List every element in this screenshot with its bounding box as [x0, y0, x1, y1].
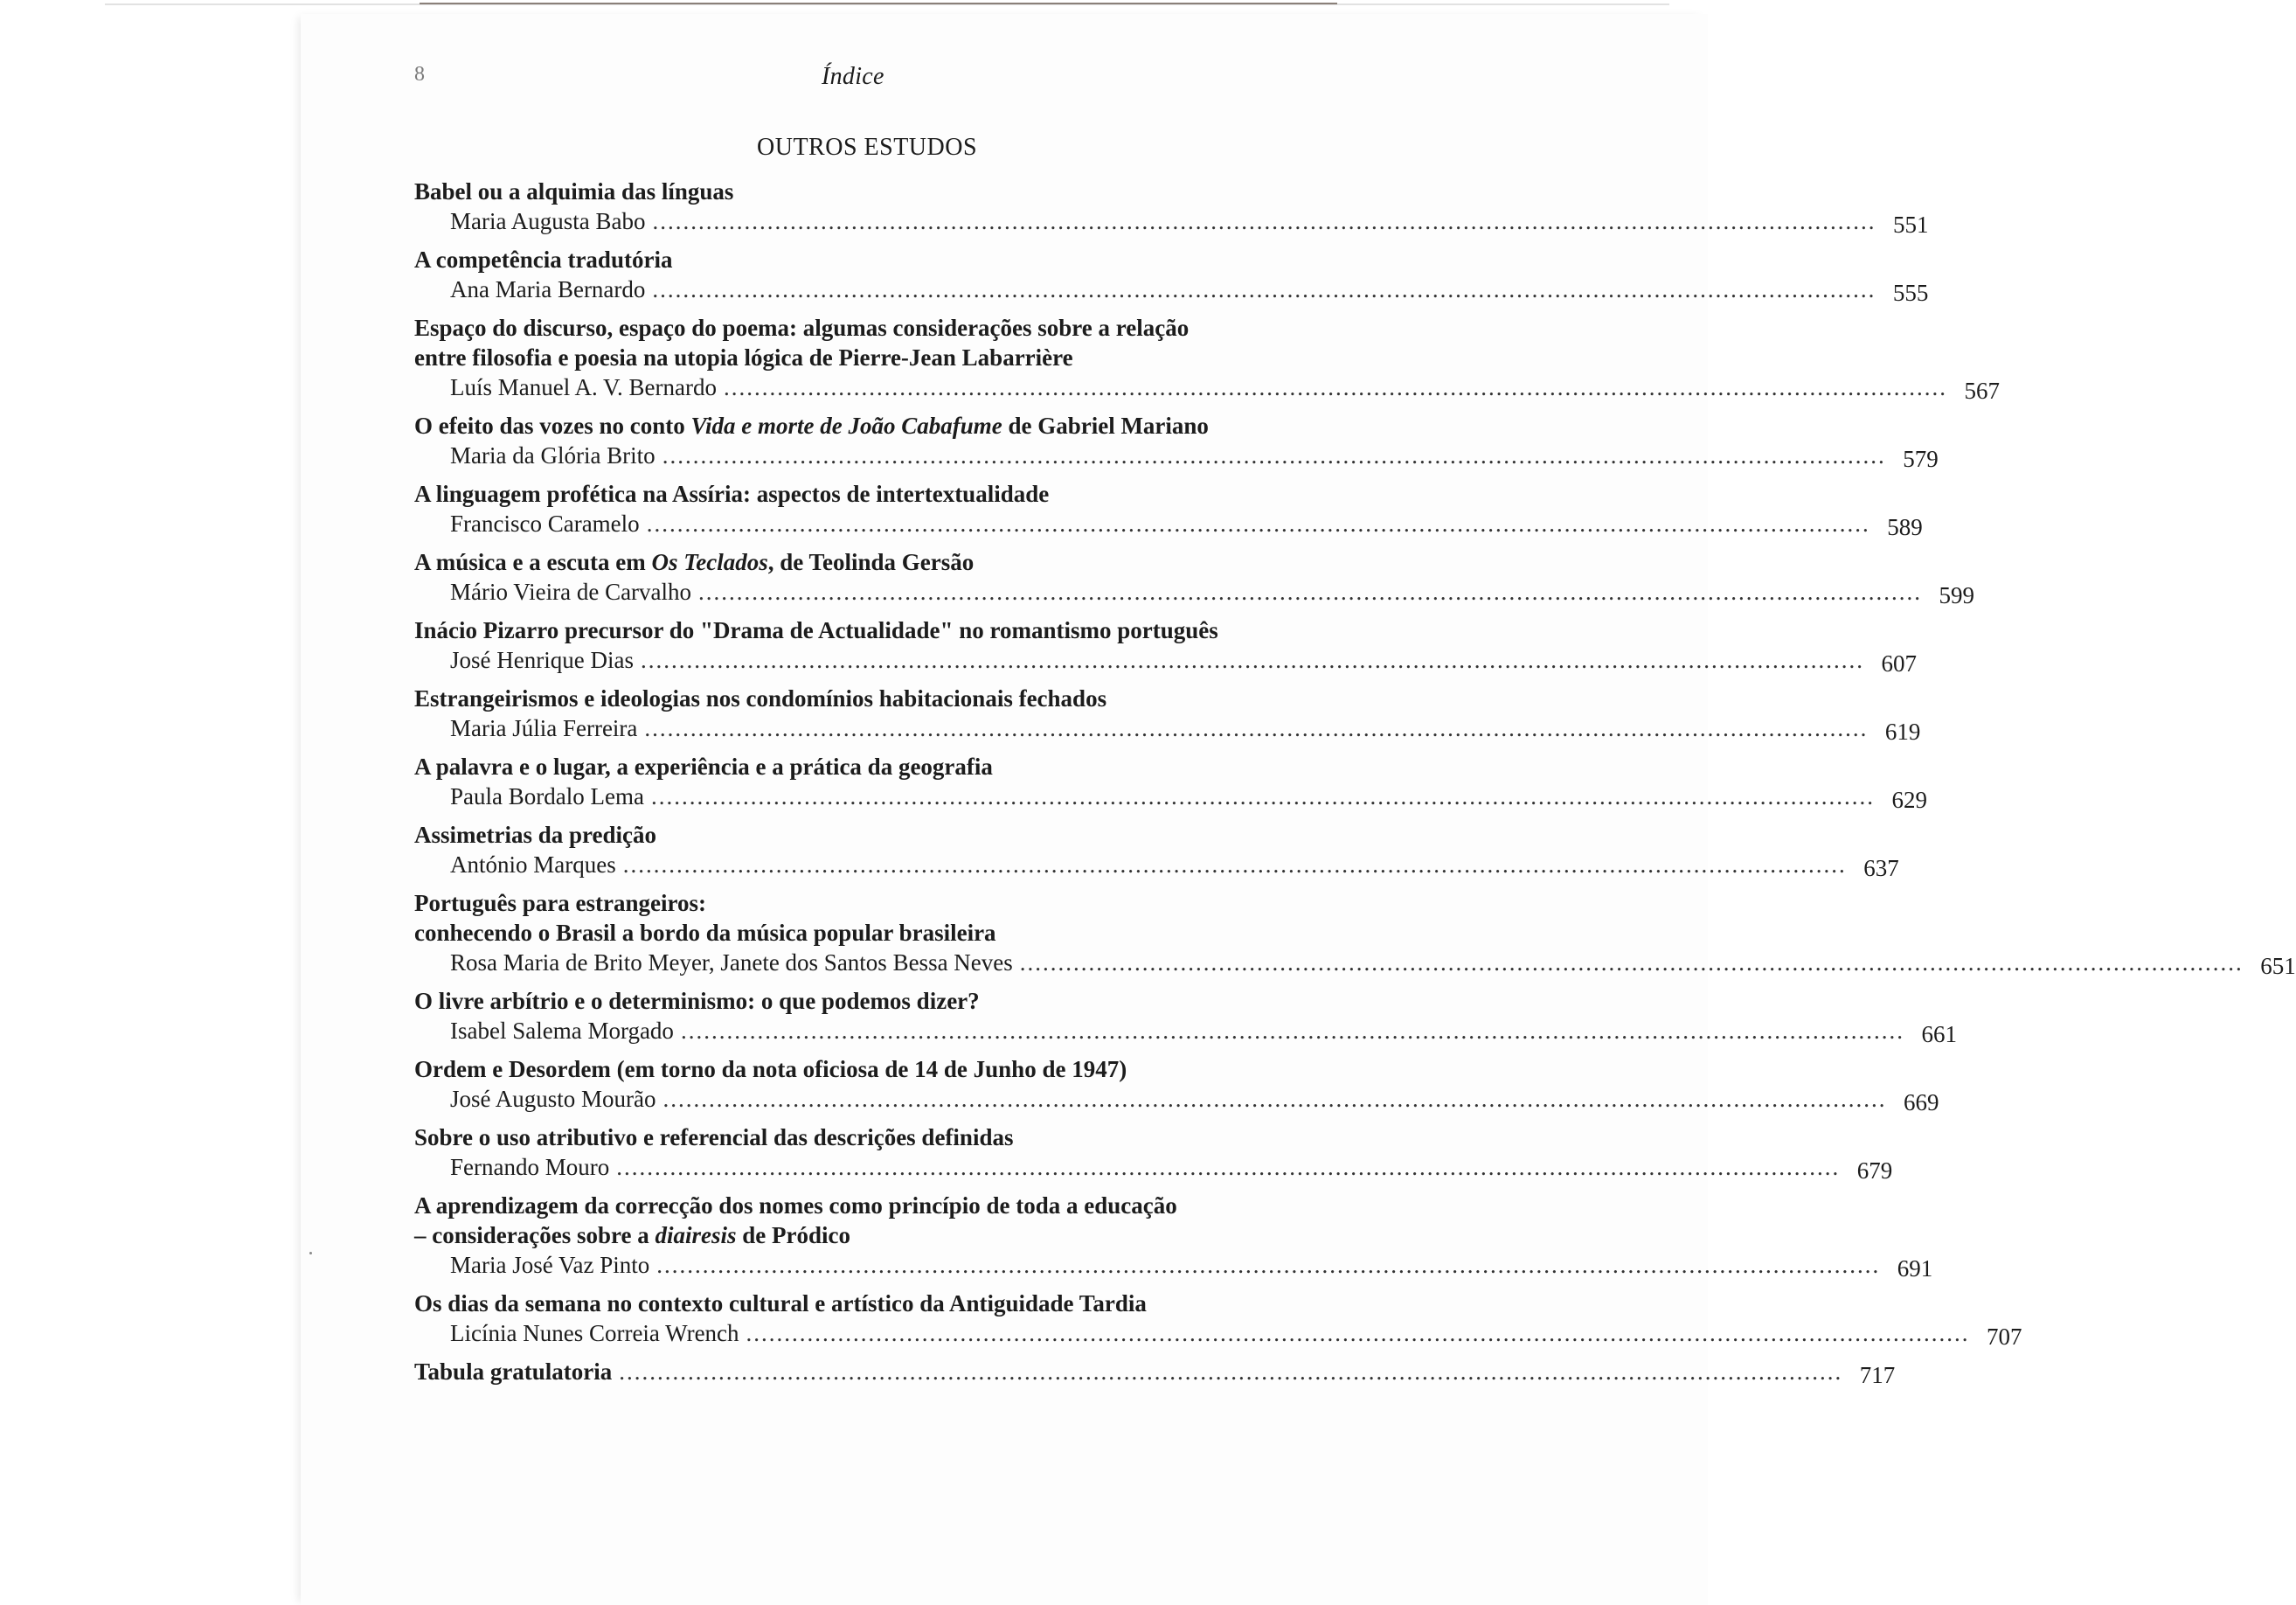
page-ref: 589: [1887, 514, 1923, 540]
entry-author: Licínia Nunes Correia Wrench: [450, 1320, 739, 1346]
dot-leader: ................................................................................................................................................................: [622, 851, 1847, 878]
author-line: [414, 713, 1921, 745]
page-ref: 679: [1856, 1157, 1893, 1184]
entry-author: Rosa Maria de Brito Meyer, Janete dos Santos Bessa Neves: [450, 949, 1013, 976]
toc-entry: [414, 177, 1929, 238]
entry-title: A aprendizagem da correcção dos nomes como princípio de toda a educação: [414, 1192, 1177, 1219]
author-line: [414, 274, 1929, 306]
entry-title: Assimetrias da predição: [414, 822, 656, 848]
entry-author: Francisco Caramelo: [450, 511, 640, 537]
page-ref: 707: [1987, 1324, 2022, 1350]
entry-author: Fernando Mouro: [450, 1154, 610, 1180]
author-line: [414, 645, 1917, 677]
toc-entry: [414, 820, 1899, 881]
toc-entry-final: [414, 1357, 1896, 1388]
dot-leader: ................................................................................................................................................................: [646, 511, 1870, 537]
toc-entry: [414, 888, 2296, 979]
entry-author: Isabel Salema Morgado: [450, 1018, 674, 1044]
author-line: [414, 1016, 1957, 1047]
entry-author: Maria da Glória Brito: [450, 442, 656, 469]
entry-title: [414, 547, 1332, 577]
author-line: [414, 577, 1975, 608]
title-text: , de Teolinda Gersão: [767, 549, 975, 575]
dot-leader: ................................................................................................................................................................: [640, 647, 1864, 673]
entry-author: António Marques: [450, 851, 616, 878]
dot-leader: ................................................................................................................................................................: [1019, 949, 2244, 976]
page-ref: 629: [1891, 787, 1927, 813]
page-ref: 651: [2260, 953, 2296, 979]
page-ref: 551: [1892, 212, 1929, 238]
page-ref: 567: [1964, 378, 2000, 404]
page-ref: 579: [1903, 446, 1939, 472]
entry-author: Maria Júlia Ferreira: [450, 715, 638, 741]
author-line: [414, 1084, 1939, 1115]
toc-entry: [414, 752, 1927, 813]
author-line: [414, 441, 1939, 472]
toc-entry: [414, 615, 1917, 677]
dot-leader: ................................................................................................................................................................: [616, 1154, 1841, 1180]
entry-title: A competência tradutória: [414, 247, 673, 273]
author-line: [414, 850, 1899, 881]
dot-leader: ................................................................................................................................................................: [723, 374, 1947, 400]
dot-leader: ................................................................................................................................................................: [650, 783, 1875, 809]
entry-title: A linguagem profética na Assíria: aspectos de intertextualidade: [414, 481, 1050, 507]
section-title: OUTROS ESTUDOS: [757, 134, 978, 161]
toc-entry: [414, 684, 1921, 745]
toc-entry: [414, 1054, 1939, 1115]
dot-leader: ................................................................................................................................................................: [662, 1086, 1887, 1112]
entry-title: Espaço do discurso, espaço do poema: algumas considerações sobre a relação: [414, 315, 1190, 341]
toc-entry: [414, 986, 1957, 1047]
author-line: [414, 782, 1927, 813]
entry-title-continued: entre filosofia e poesia na utopia lógica de Pierre-Jean Labarrière: [414, 344, 1073, 371]
entry-title: A palavra e o lugar, a experiência e a prática da geografia: [414, 754, 993, 780]
entry-title: Inácio Pizarro precursor do "Drama de Actualidade" no romantismo português: [414, 617, 1218, 643]
dot-leader: ................................................................................................................................................................: [662, 442, 1886, 469]
toc-entry: [414, 547, 1975, 608]
dot-leader: ................................................................................................................................................................: [698, 579, 1923, 605]
author-line: [414, 1318, 2022, 1350]
toc-entry: [414, 1122, 1893, 1184]
entry-title: Tabula gratulatoria: [414, 1358, 613, 1385]
title-text: de Pródico: [736, 1222, 850, 1248]
entry-author: Ana Maria Bernardo: [450, 276, 646, 302]
entry-title-continued: conhecendo o Brasil a bordo da música popular brasileira: [414, 920, 996, 946]
dot-leader: ................................................................................................................................................................: [652, 208, 1876, 234]
entry-author: Mário Vieira de Carvalho: [450, 579, 692, 605]
toc-entry: [414, 245, 1929, 306]
title-text: – considerações sobre a: [414, 1222, 656, 1248]
title-text: de Gabriel Mariano: [1002, 413, 1209, 439]
entry-title-continued: [414, 1220, 1332, 1250]
entry-title: Babel ou a alquimia das línguas: [414, 178, 734, 205]
running-title: Índice: [822, 63, 884, 90]
title-italic: diairesis: [655, 1222, 737, 1248]
entry-title: Português para estrangeiros:: [414, 890, 706, 916]
author-line: [414, 1152, 1893, 1184]
author-line: [414, 372, 2000, 404]
page-number: 8: [414, 63, 425, 86]
entry-author: Luís Manuel A. V. Bernardo: [450, 374, 717, 400]
dot-leader: ................................................................................................................................................................: [680, 1018, 1904, 1044]
entry-author: José Augusto Mourão: [450, 1086, 656, 1112]
author-line: [414, 1250, 1933, 1282]
dot-leader: ................................................................................................................................................................: [656, 1252, 1881, 1278]
page-ref: 555: [1892, 280, 1929, 306]
dot-leader: ................................................................................................................................................................: [746, 1320, 1970, 1346]
table-of-contents: [414, 177, 2296, 1395]
author-line: [414, 206, 1929, 238]
entry-title: O livre arbítrio e o determinismo: o que podemos dizer?: [414, 988, 980, 1014]
entry-title: Estrangeirismos e ideologias nos condomínios habitacionais fechados: [414, 685, 1107, 712]
page-ref: 661: [1921, 1021, 1957, 1047]
entry-title: [414, 411, 1332, 441]
entry-title: Os dias da semana no contexto cultural e artístico da Antiguidade Tardia: [414, 1290, 1147, 1317]
final-entry-line: [414, 1357, 1896, 1388]
entry-author: Paula Bordalo Lema: [450, 783, 644, 809]
dot-leader: ................................................................................................................................................................: [619, 1358, 1843, 1385]
page-ref: 599: [1939, 582, 1975, 608]
toc-entry: [414, 1191, 1933, 1282]
dot-leader: ................................................................................................................................................................: [652, 276, 1876, 302]
page-ref: 691: [1897, 1255, 1933, 1282]
title-italic: Os Teclados: [651, 549, 768, 575]
entry-title: Ordem e Desordem (em torno da nota oficiosa de 14 de Junho de 1947): [414, 1056, 1127, 1082]
toc-entry: [414, 313, 2000, 404]
page-ref: 637: [1863, 855, 1899, 881]
entry-author: Maria Augusta Babo: [450, 208, 646, 234]
page-ref: 607: [1881, 650, 1917, 677]
title-italic: Vida e morte de João Cabafume: [690, 413, 1002, 439]
title-text: A música e a escuta em: [414, 549, 652, 575]
toc-entry: [414, 1289, 2022, 1350]
author-line: [414, 509, 1923, 540]
page-ref: 669: [1904, 1089, 1939, 1115]
entry-title: Sobre o uso atributivo e referencial das descrições definidas: [414, 1124, 1014, 1150]
dot-leader: ................................................................................................................................................................: [644, 715, 1869, 741]
entry-author: José Henrique Dias: [450, 647, 634, 673]
scan-edge-dark: [420, 3, 1337, 4]
toc-entry: [414, 479, 1923, 540]
scan-speck: [309, 1252, 312, 1254]
title-text: O efeito das vozes no conto: [414, 413, 691, 439]
page-ref: 717: [1859, 1362, 1896, 1388]
toc-entry: [414, 411, 1939, 472]
entry-author: Maria José Vaz Pinto: [450, 1252, 650, 1278]
page-ref: 619: [1884, 719, 1921, 745]
author-line: [414, 948, 2296, 979]
